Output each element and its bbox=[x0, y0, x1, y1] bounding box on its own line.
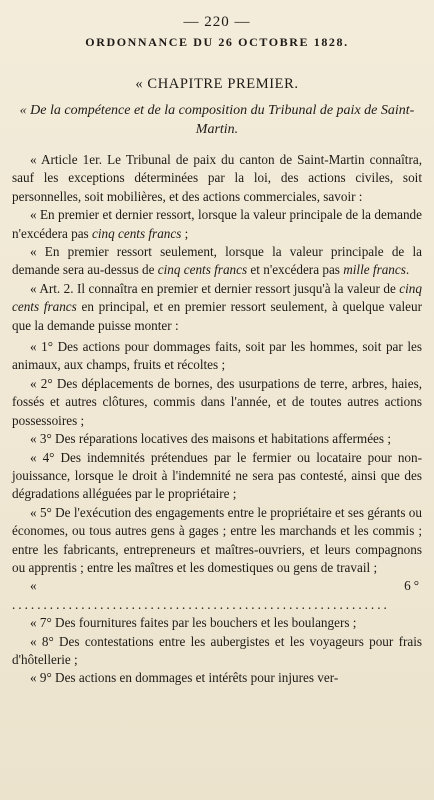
running-head: ORDONNANCE DU 26 OCTOBRE 1828. bbox=[85, 35, 349, 49]
paragraph-premier-dernier-ressort bbox=[12, 206, 422, 243]
paragraph-item-3: « 3° Des réparations locatives des maisons et habitations affermées ; bbox=[30, 431, 391, 447]
paragraph-item-8: « 8° Des contestations entre les aubergistes et les voyageurs pour frais d'hôtellerie ; bbox=[12, 633, 422, 667]
emphasis-amount: mille francs bbox=[343, 262, 406, 278]
page-number: — 220 — bbox=[183, 14, 251, 30]
paragraph-item-7: « 7° Des fournitures faites par les bouchers et les boulangers ; bbox=[30, 615, 357, 631]
text-segment: et n'excédera pas bbox=[247, 262, 344, 278]
chapter-title: « CHAPITRE PREMIER. bbox=[135, 76, 299, 92]
chapter-subtitle: « De la compétence et de la composition du Tribunal de paix de Saint-Martin. bbox=[19, 103, 415, 137]
paragraph-item-5: « 5° De l'exécution des engagements entre le propriétaire et ses gérants ou économes, ou tous autres gens à gages ; entre les marchands et les commis ; entre les fabricants, entrepreneurs et maîtres-ouvriers, et leurs compagnons ou apprentis ; entre les maîtres et les domestiques ou gens de travail ; bbox=[12, 504, 422, 575]
paragraph-premier-ressort bbox=[12, 243, 422, 280]
emphasis-amount: cinq cents francs bbox=[12, 280, 422, 315]
paragraph-article-1: « Article 1er. Le Tribunal de paix du canton de Saint-Martin connaîtra, sauf les exceptions déterminées par la loi, des actions civiles, soit personnelles, soit mobilières, et des actions commerciales, savoir : bbox=[12, 152, 422, 204]
text-segment: « Art. 2. Il connaîtra en premier et dernier ressort jusqu'à la valeur de bbox=[30, 280, 400, 296]
paragraph-item-4: « 4° Des indemnités prétendues par le fermier ou locataire pour non-jouissance, lorsque le droit à l'indemnité ne sera pas contesté, ainsi que des dégradations alléguées par le propriétaire ; bbox=[12, 449, 422, 502]
text-segment: « En premier et dernier ressort, lorsque la valeur principale de la demande n'excédera pas bbox=[12, 207, 422, 241]
emphasis-amount: cinq cents francs bbox=[92, 225, 182, 241]
paragraph-article-2 bbox=[12, 280, 422, 335]
text-segment: en principal, et en premier ressort seulement, à quelque valeur que la demande puisse monter : bbox=[12, 299, 422, 333]
paragraph-item-6: « 6° ............................................................ bbox=[12, 578, 422, 612]
paragraph-item-9: « 9° Des actions en dommages et intérêts pour injures ver- bbox=[30, 670, 339, 686]
text-segment: « En premier ressort seulement, lorsque la valeur principale de la demande sera au-dessus de bbox=[12, 244, 422, 278]
text-segment: ; bbox=[181, 225, 189, 241]
text-segment: . bbox=[405, 262, 410, 278]
paragraph-item-2: « 2° Des déplacements de bornes, des usurpations de terre, arbres, haies, fossés et autres clôtures, commis dans l'année, et de toutes autres actions possessoires ; bbox=[12, 375, 422, 428]
emphasis-amount: cinq cents francs bbox=[157, 262, 248, 278]
paragraph-item-1: « 1° Des actions pour dommages faits, soit par les hommes, soit par les animaux, aux champs, fruits et récoltes ; bbox=[12, 339, 422, 373]
